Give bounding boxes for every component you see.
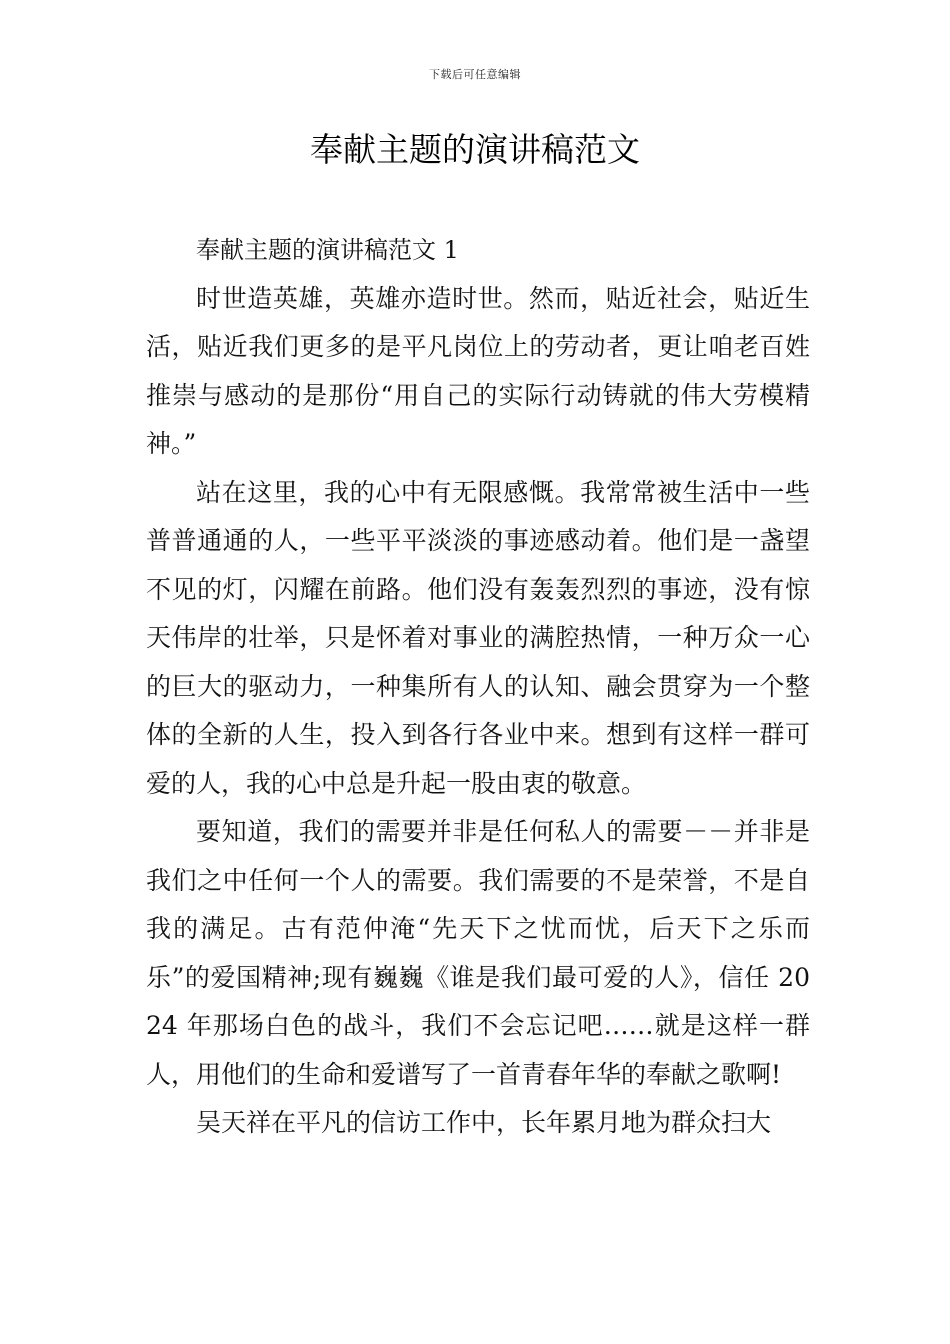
document-body	[146, 226, 810, 1148]
paragraph: 吴天祥在平凡的信访工作中，长年累月地为群众扫大	[196, 1108, 772, 1137]
document-title: 奉献主题的演讲稿范文	[310, 130, 640, 169]
paragraph: 要知道，我们的需要并非是任何私人的需要－－并非是我们之中任何一个人的需要。我们需要的不是荣誉，不是自我的满足。古有范仲淹“先天下之忧而忧，后天下之乐而乐”的爱国精神;现有巍巍《谁是我们最可爱的人》，信任 2024 年那场白色的战斗，我们不会忘记吧……就是这样一群人，用他们的生命和爱谱写了一首青春年华的奉献之歌啊!	[146, 817, 810, 1089]
section-heading: 奉献主题的演讲稿范文 1	[196, 236, 459, 264]
paragraph: 时世造英雄，英雄亦造时世。然而，贴近社会，贴近生活，贴近我们更多的是平凡岗位上的劳动者，更让咱老百姓推崇与感动的是那份“用自己的实际行动铸就的伟大劳模精神。”	[146, 283, 810, 458]
paragraph: 站在这里，我的心中有无限感慨。我常常被生活中一些普普通通的人，一些平平淡淡的事迹感动着。他们是一盏望不见的灯，闪耀在前路。他们没有轰轰烈烈的事迹，没有惊天伟岸的壮举，只是怀着对事业的满腔热情，一种万众一心的巨大的驱动力，一种集所有人的认知、融会贯穿为一个整体的全新的人生，投入到各行各业中来。想到有这样一群可爱的人，我的心中总是升起一股由衷的敬意。	[146, 477, 810, 798]
header-note: 下载后可任意编辑	[429, 68, 521, 81]
